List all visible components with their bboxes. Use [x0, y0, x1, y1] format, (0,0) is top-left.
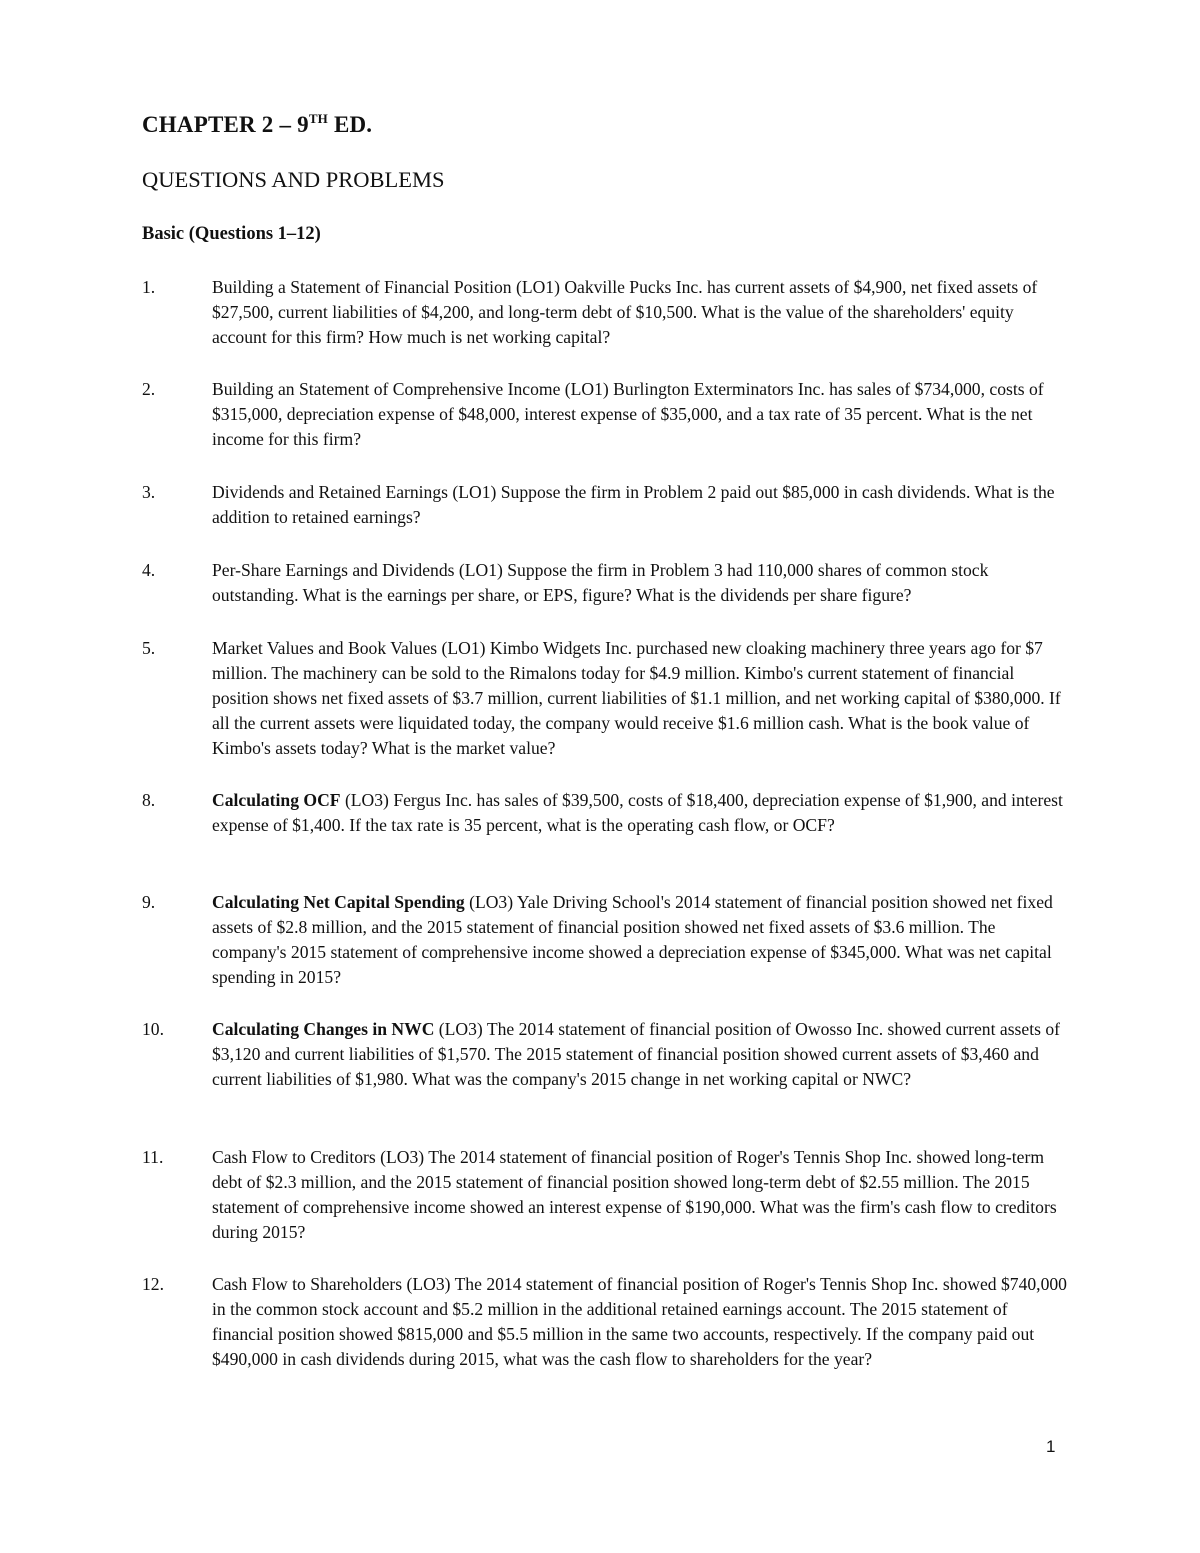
problem-learning-objective: (LO3): [464, 892, 517, 912]
problem-text: Suppose the firm in Problem 2 paid out $85,000 in cash dividends. What is the addition to retained earnings?: [212, 482, 1055, 527]
problem-text: The 2014 statement of financial position of Owosso Inc. showed current assets of $3,120 and current liabilities of $1,570. The 2015 statement of financial position showed current assets of $3,460 and current liabilities of $1,980. What was the company's 2015 change in net working capital or NWC?: [212, 1019, 1060, 1089]
problem-item: [142, 636, 1072, 761]
chapter-title-superscript: TH: [308, 111, 328, 126]
problem-text: Kimbo Widgets Inc. purchased new cloaking machinery three years ago for $7 million. The machinery can be sold to the Rimalons today for $4.9 million. Kimbo's current statement of financial position shows net fixed assets of $3.7 million, current liabilities of $1.1 million, and net working capital of $380,000. If all the current assets were liquidated today, the company would receive $1.6 million cash. What is the book value of Kimbo's assets today? What is the market value?: [212, 638, 1061, 758]
problem-body: [212, 275, 1072, 350]
problem-learning-objective: (LO1): [454, 560, 508, 580]
problem-number: 3.: [142, 482, 156, 502]
problem-body: [212, 788, 1072, 838]
chapter-title-suffix: ED.: [328, 112, 373, 137]
problem-learning-objective: (LO1): [437, 638, 490, 658]
problem-body: [212, 377, 1072, 452]
problem-text: Yale Driving School's 2014 statement of financial position showed net fixed assets of $2.8 million, and the 2015 statement of financial position showed net fixed assets of $3.6 million. The company's 2015 statement of comprehensive income showed a depreciation expense of $345,000. What was net capital spending in 2015?: [212, 892, 1053, 987]
problem-number: 11.: [142, 1147, 164, 1167]
problem-topic: Calculating Net Capital Spending: [212, 892, 465, 912]
problem-text: Oakville Pucks Inc. has current assets of $4,900, net fixed assets of $27,500, current liabilities of $4,200, and long-term debt of $10,500. What is the value of the shareholders' equity account for this firm? How much is net working capital?: [212, 277, 1038, 347]
problem-body: [212, 636, 1072, 761]
problem-item: [142, 480, 1072, 530]
chapter-title: [142, 112, 372, 138]
chapter-title-text: CHAPTER 2 – 9: [142, 112, 309, 137]
problem-number: 8.: [142, 790, 156, 810]
problem-topic: Cash Flow to Shareholders: [212, 1274, 403, 1294]
page-number: 1: [1046, 1437, 1056, 1456]
problem-number: 9.: [142, 892, 156, 912]
problem-body: [212, 558, 1072, 608]
problem-topic: Cash Flow to Creditors: [212, 1147, 376, 1167]
problem-learning-objective: (LO3): [340, 790, 394, 810]
problem-topic: Per-Share Earnings and Dividends: [212, 560, 455, 580]
problem-learning-objective: (LO3): [402, 1274, 455, 1294]
problem-number: 4.: [142, 560, 156, 580]
problem-item: [142, 275, 1072, 350]
problem-item: [142, 1017, 1072, 1092]
problem-learning-objective: (LO1): [448, 482, 501, 502]
problem-topic: Calculating OCF: [212, 790, 341, 810]
problem-item: [142, 1272, 1072, 1372]
problem-learning-objective: (LO3): [434, 1019, 487, 1039]
problem-item: [142, 1145, 1072, 1245]
problem-body: [212, 1017, 1072, 1092]
basic-questions-heading: Basic (Questions 1–12): [142, 224, 321, 244]
problem-body: [212, 890, 1072, 990]
problem-number: 12.: [142, 1274, 164, 1294]
problem-topic: Building an Statement of Comprehensive Income: [212, 379, 561, 399]
problem-item: [142, 377, 1072, 452]
problem-topic: Dividends and Retained Earnings: [212, 482, 448, 502]
problem-number: 5.: [142, 638, 156, 658]
problem-text: Burlington Exterminators Inc. has sales of $734,000, costs of $315,000, depreciation expense of $48,000, interest expense of $35,000, and a tax rate of 35 percent. What is the net income for this firm?: [212, 379, 1044, 449]
problem-learning-objective: (LO1): [511, 277, 565, 297]
problem-learning-objective: (LO1): [560, 379, 614, 399]
problem-text: Fergus Inc. has sales of $39,500, costs of $18,400, depreciation expense of $1,900, and interest expense of $1,400. If the tax rate is 35 percent, what is the operating cash flow, or OCF?: [212, 790, 1063, 835]
problem-text: The 2014 statement of financial position of Roger's Tennis Shop Inc. showed $740,000 in the common stock account and $5.2 million in the additional retained earnings account. The 2015 statement of financial position showed $815,000 and $5.5 million in the same two accounts, respectively. If the company paid out $490,000 in cash dividends during 2015, what was the cash flow to shareholders for the year?: [212, 1274, 1067, 1369]
problem-topic: Calculating Changes in NWC: [212, 1019, 435, 1039]
problem-body: [212, 1145, 1072, 1245]
problem-text: Suppose the firm in Problem 3 had 110,000 shares of common stock outstanding. What is the earnings per share, or EPS, figure? What is the dividends per share figure?: [212, 560, 989, 605]
problem-item: [142, 558, 1072, 608]
problem-text: The 2014 statement of financial position of Roger's Tennis Shop Inc. showed long-term debt of $2.3 million, and the 2015 statement of financial position showed long-term debt of $2.55 million. The 2015 statement of comprehensive income showed an interest expense of $190,000. What was the firm's cash flow to creditors during 2015?: [212, 1147, 1057, 1242]
problem-topic: Building a Statement of Financial Position: [212, 277, 512, 297]
problem-number: 1.: [142, 277, 156, 297]
problem-body: [212, 1272, 1072, 1372]
problem-item: [142, 890, 1072, 990]
problem-number: 10.: [142, 1019, 164, 1039]
problem-number: 2.: [142, 379, 156, 399]
problem-item: [142, 788, 1072, 838]
problem-body: [212, 480, 1072, 530]
problem-learning-objective: (LO3): [375, 1147, 429, 1167]
section-title: QUESTIONS AND PROBLEMS: [142, 167, 445, 192]
problem-topic: Market Values and Book Values: [212, 638, 438, 658]
